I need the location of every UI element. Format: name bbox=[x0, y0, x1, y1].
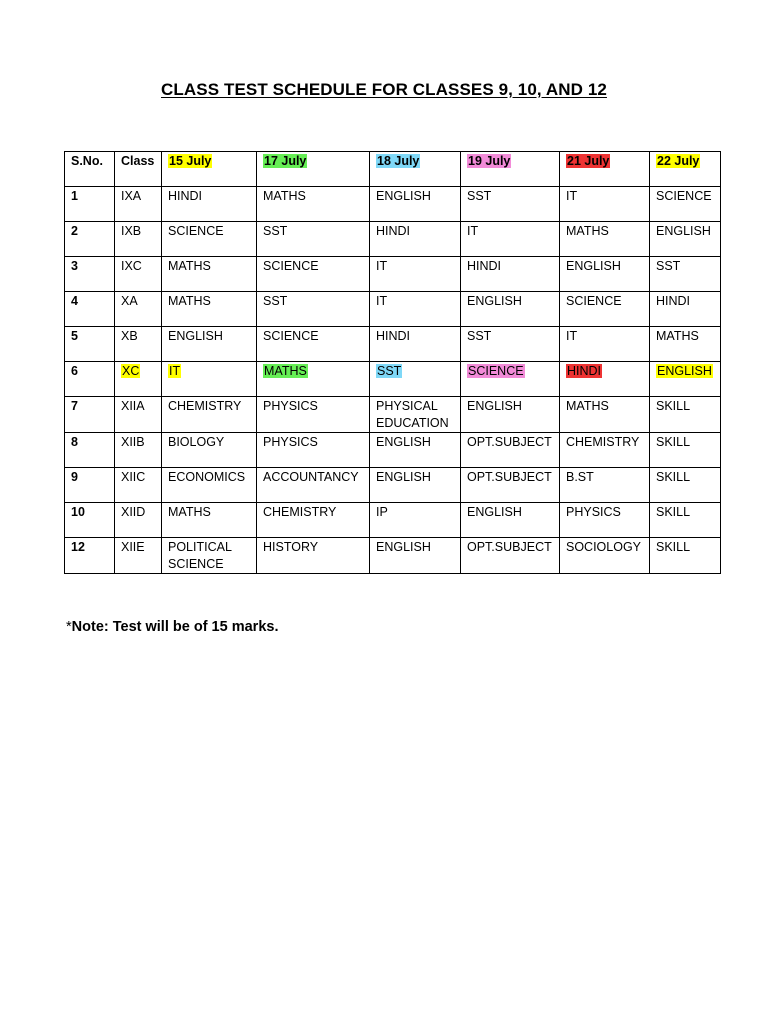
subject-cell: PHYSICS bbox=[560, 503, 650, 538]
header-22-july bbox=[650, 152, 721, 187]
subject-cell: HISTORY bbox=[257, 538, 370, 574]
sno-cell: 3 bbox=[65, 257, 115, 292]
subject-cell: ENGLISH bbox=[370, 433, 461, 468]
subject-cell: SCIENCE bbox=[560, 292, 650, 327]
class-cell: XIIC bbox=[115, 468, 162, 503]
subject-cell: SKILL bbox=[650, 503, 721, 538]
subject-cell: ENGLISH bbox=[560, 257, 650, 292]
sno-cell: 2 bbox=[65, 222, 115, 257]
subject-highlight: IT bbox=[169, 364, 181, 378]
subject-cell bbox=[257, 362, 370, 397]
subject-cell: SKILL bbox=[650, 538, 721, 574]
subject-cell: HINDI bbox=[370, 222, 461, 257]
date-highlight: 22 July bbox=[657, 154, 700, 168]
header-class: Class bbox=[115, 152, 162, 187]
subject-cell: BIOLOGY bbox=[162, 433, 257, 468]
table-row bbox=[65, 468, 721, 503]
subject-cell: ECONOMICS bbox=[162, 468, 257, 503]
header-15-july bbox=[162, 152, 257, 187]
subject-cell: MATHS bbox=[162, 292, 257, 327]
subject-cell: SOCIOLOGY bbox=[560, 538, 650, 574]
subject-cell: PHYSICAL EDUCATION bbox=[370, 397, 461, 433]
date-highlight: 19 July bbox=[468, 154, 511, 168]
class-cell: XIIB bbox=[115, 433, 162, 468]
subject-cell: OPT.SUBJECT bbox=[461, 433, 560, 468]
sno-cell: 4 bbox=[65, 292, 115, 327]
subject-cell bbox=[370, 362, 461, 397]
note bbox=[66, 619, 278, 635]
subject-cell bbox=[650, 362, 721, 397]
subject-cell: ENGLISH bbox=[370, 538, 461, 574]
table-row bbox=[65, 433, 721, 468]
subject-cell: SCIENCE bbox=[650, 187, 721, 222]
table-row bbox=[65, 503, 721, 538]
table-row bbox=[65, 187, 721, 222]
subject-cell: MATHS bbox=[560, 397, 650, 433]
subject-cell: ENGLISH bbox=[650, 222, 721, 257]
subject-cell: SKILL bbox=[650, 433, 721, 468]
subject-cell: PHYSICS bbox=[257, 397, 370, 433]
table-row bbox=[65, 397, 721, 433]
date-highlight: 15 July bbox=[169, 154, 212, 168]
class-cell: XB bbox=[115, 327, 162, 362]
class-cell: IXC bbox=[115, 257, 162, 292]
subject-highlight: HINDI bbox=[567, 364, 602, 378]
subject-highlight: MATHS bbox=[264, 364, 307, 378]
subject-cell: OPT.SUBJECT bbox=[461, 538, 560, 574]
header-17-july bbox=[257, 152, 370, 187]
subject-cell: SCIENCE bbox=[257, 257, 370, 292]
subject-cell: IT bbox=[461, 222, 560, 257]
subject-cell: HINDI bbox=[461, 257, 560, 292]
date-highlight: 21 July bbox=[567, 154, 610, 168]
subject-cell: IP bbox=[370, 503, 461, 538]
subject-cell bbox=[560, 362, 650, 397]
subject-cell: ENGLISH bbox=[461, 292, 560, 327]
table-row bbox=[65, 222, 721, 257]
header-21-july bbox=[560, 152, 650, 187]
header-19-july bbox=[461, 152, 560, 187]
subject-cell bbox=[461, 362, 560, 397]
subject-cell: CHEMISTRY bbox=[560, 433, 650, 468]
subject-cell: ENGLISH bbox=[370, 468, 461, 503]
subject-cell: IT bbox=[370, 257, 461, 292]
subject-cell: SST bbox=[461, 187, 560, 222]
subject-cell: SST bbox=[257, 222, 370, 257]
page-title: CLASS TEST SCHEDULE FOR CLASSES 9, 10, AND 12 bbox=[161, 80, 607, 99]
table-row bbox=[65, 292, 721, 327]
subject-cell: ENGLISH bbox=[370, 187, 461, 222]
subject-cell: B.ST bbox=[560, 468, 650, 503]
subject-cell: SST bbox=[650, 257, 721, 292]
subject-highlight: SCIENCE bbox=[468, 364, 524, 378]
table-row-highlighted bbox=[65, 362, 721, 397]
table-row bbox=[65, 538, 721, 574]
class-cell: XIIE bbox=[115, 538, 162, 574]
subject-cell: MATHS bbox=[257, 187, 370, 222]
sno-cell: 6 bbox=[65, 362, 115, 397]
class-cell: XIIA bbox=[115, 397, 162, 433]
date-highlight: 17 July bbox=[264, 154, 307, 168]
subject-cell: CHEMISTRY bbox=[257, 503, 370, 538]
class-cell: IXA bbox=[115, 187, 162, 222]
subject-highlight: ENGLISH bbox=[657, 364, 712, 378]
subject-cell: MATHS bbox=[162, 503, 257, 538]
class-cell: XIID bbox=[115, 503, 162, 538]
sno-cell: 9 bbox=[65, 468, 115, 503]
sno-cell: 8 bbox=[65, 433, 115, 468]
class-cell: IXB bbox=[115, 222, 162, 257]
header-row bbox=[65, 152, 721, 187]
subject-cell: SST bbox=[257, 292, 370, 327]
subject-cell: ENGLISH bbox=[461, 503, 560, 538]
subject-cell: SKILL bbox=[650, 468, 721, 503]
subject-cell: SKILL bbox=[650, 397, 721, 433]
table-row bbox=[65, 327, 721, 362]
subject-cell: CHEMISTRY bbox=[162, 397, 257, 433]
sno-cell: 1 bbox=[65, 187, 115, 222]
subject-cell: PHYSICS bbox=[257, 433, 370, 468]
class-cell bbox=[115, 362, 162, 397]
subject-cell: IT bbox=[560, 327, 650, 362]
subject-cell: MATHS bbox=[560, 222, 650, 257]
class-highlight: XC bbox=[122, 364, 140, 378]
subject-cell: SST bbox=[461, 327, 560, 362]
subject-highlight: SST bbox=[377, 364, 402, 378]
note-text: Note: Test will be of 15 marks. bbox=[71, 619, 279, 635]
subject-cell: IT bbox=[370, 292, 461, 327]
subject-cell: HINDI bbox=[650, 292, 721, 327]
subject-cell: ENGLISH bbox=[162, 327, 257, 362]
sno-cell: 10 bbox=[65, 503, 115, 538]
table-row bbox=[65, 257, 721, 292]
subject-cell: IT bbox=[560, 187, 650, 222]
subject-cell: SCIENCE bbox=[162, 222, 257, 257]
sno-cell: 7 bbox=[65, 397, 115, 433]
subject-cell: HINDI bbox=[162, 187, 257, 222]
header-18-july bbox=[370, 152, 461, 187]
header-sno: S.No. bbox=[65, 152, 115, 187]
subject-cell bbox=[162, 362, 257, 397]
date-highlight: 18 July bbox=[377, 154, 420, 168]
note-asterisk: * bbox=[66, 619, 72, 635]
subject-cell: HINDI bbox=[370, 327, 461, 362]
schedule-table bbox=[64, 151, 721, 574]
subject-cell: SCIENCE bbox=[257, 327, 370, 362]
subject-cell: MATHS bbox=[650, 327, 721, 362]
subject-cell: ACCOUNTANCY bbox=[257, 468, 370, 503]
sno-cell: 5 bbox=[65, 327, 115, 362]
sno-cell: 12 bbox=[65, 538, 115, 574]
subject-cell: MATHS bbox=[162, 257, 257, 292]
subject-cell: ENGLISH bbox=[461, 397, 560, 433]
subject-cell: OPT.SUBJECT bbox=[461, 468, 560, 503]
class-cell: XA bbox=[115, 292, 162, 327]
subject-cell: POLITICAL SCIENCE bbox=[162, 538, 257, 574]
